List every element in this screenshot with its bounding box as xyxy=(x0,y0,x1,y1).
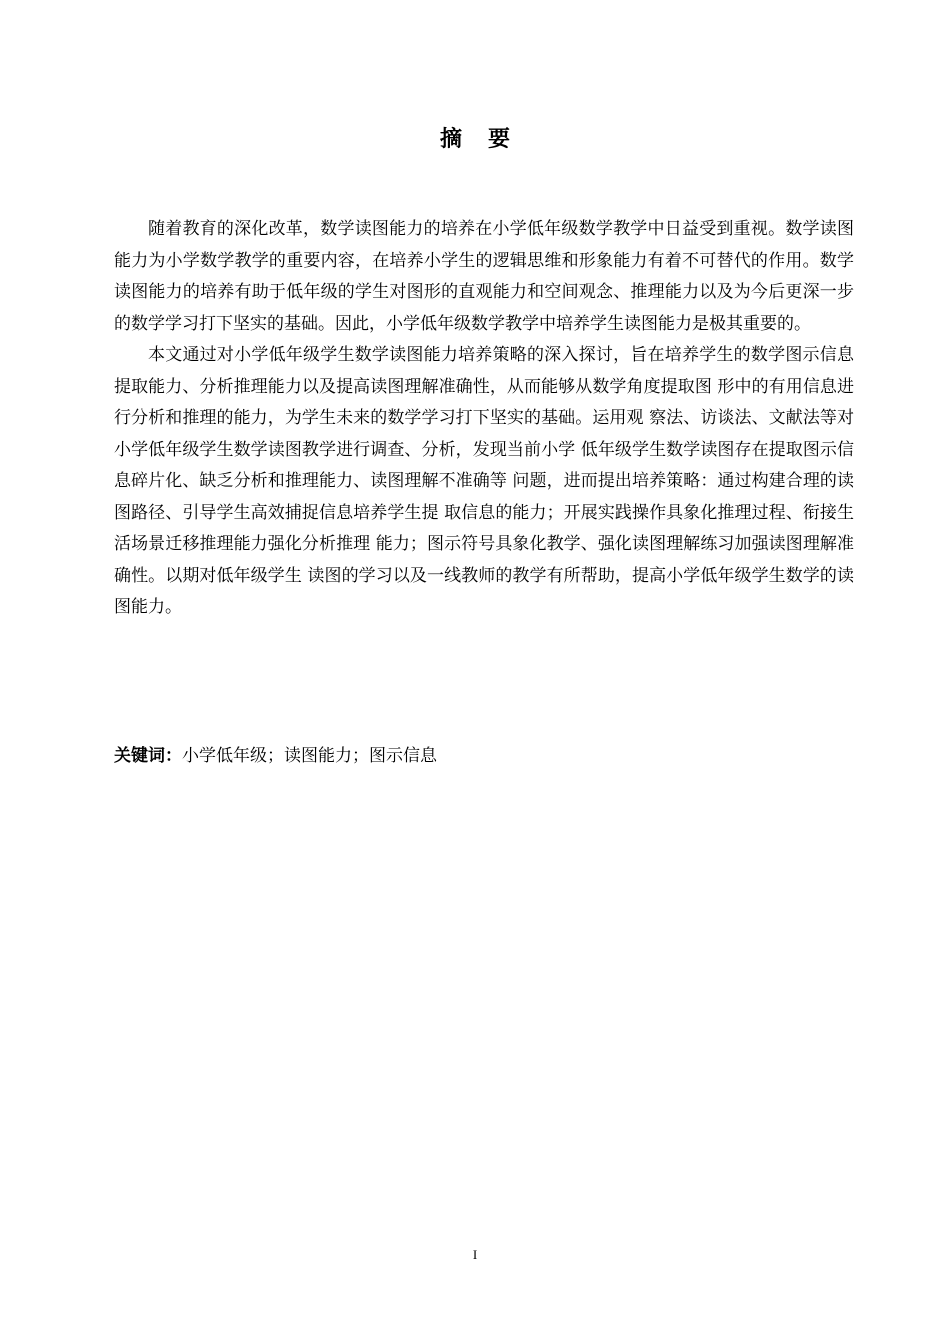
keywords-line xyxy=(114,742,437,770)
keywords-text: 小学低年级；读图能力；图示信息 xyxy=(182,746,437,766)
abstract-body xyxy=(114,214,854,624)
keywords-label: 关键词： xyxy=(114,746,182,766)
abstract-title-right: 要 xyxy=(488,127,511,152)
abstract-paragraph-1: 随着教育的深化改革，数学读图能力的培养在小学低年级数学教学中日益受到重视。数学读图能力为小学数学教学的重要内容，在培养小学生的逻辑思维和形象能力有着不可替代的作用。数学读图能力的培养有助于低年级的学生对图形的直观能力和空间观念、推理能力以及为今后更深一步的数学学习打下坚实的基础。因此，小学低年级数学教学中培养学生读图能力是极其重要的。 xyxy=(114,219,854,334)
page-number: I xyxy=(472,1247,478,1262)
abstract-paragraph-2: 本文通过对小学低年级学生数学读图能力培养策略的深入探讨，旨在培养学生的数学图示信息提取能力、分析推理能力以及提高读图理解准确性，从而能够从数学角度提取图 形中的有用信息进行分析和推理的能力，为学生未来的数学学习打下坚实的基础。运用观 察法、访谈法、文献法等对小学低年级学生数学读图教学进行调查、分析，发现当前小学 低年级学生数学读图存在提取图示信息碎片化、缺乏分析和推理能力、读图理解不准确等 问题，进而提出培养策略：通过构建合理的读图路径、引导学生高效捕捉信息培养学生提 取信息的能力；开展实践操作具象化推理过程、衔接生活场景迁移推理能力强化分析推理 能力；图示符号具象化教学、强化读图理解练习加强读图理解准确性。以期对低年级学生 读图的学习以及一线教师的教学有所帮助，提高小学低年级学生数学的读图能力。 xyxy=(114,345,854,617)
abstract-title xyxy=(0,122,950,153)
abstract-title-left: 摘 xyxy=(439,127,462,152)
